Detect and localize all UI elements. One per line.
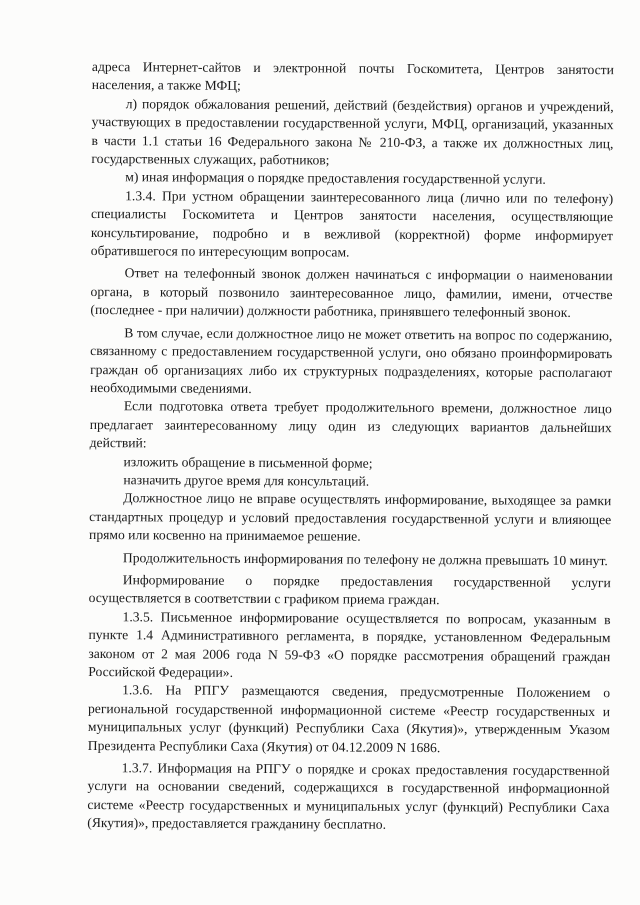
paragraph-item-l: л) порядок обжалования решений, действий (бездействия) органов и учреждений, участвующих в предоставлении государственной услуги, МФЦ, организаций, указанных в части 1.1 статьи 16 Федерального закона № 210-ФЗ, а также их должностных лиц, государственных служащих, работников; <box>91 96 614 168</box>
list-item-other-time: назначить другое время для консультаций. <box>123 472 370 489</box>
paragraph-item-m: м) иная информация о порядке предоставления государственной услуги. <box>125 169 546 188</box>
paragraph-no-right: Должностное лицо не вправе осуществлять информирование, выходящее за рамки стандартных процедур и условий предоставления государственной услуги и влияющее прямо или косвенно на принимаемое решение. <box>89 490 612 544</box>
paragraph-cannot-answer: В том случае, если должностное лицо не может ответить на вопрос по содержанию, связанному с предоставлением государственной услуги, оно обязано проинформировать граждан об организациях либо их структурных подразделениях, которые располагают необходимыми сведениями. <box>89 324 613 396</box>
list-item-written-form: изложить обращение в письменной форме; <box>123 453 373 471</box>
paragraph-1-3-6: 1.3.6. На РПГУ размещаются сведения, предусмотренные Положением о региональной государственной информационной системе «Реестр государственных и муниципальных услуг (функций) Республики Саха (Якутия)», утвержденным Указом Президента Республики Саха (Якутия) от 04.12.2009 N 1686. <box>87 682 611 755</box>
paragraph-phone-answer: Ответ на телефонный звонок должен начинаться с информации о наименовании органа, в который позвонило заинтересованное лицо, фамилии, имени, отчестве (последнее - при наличии) должности работника, принявшего телефонный звонок. <box>90 265 613 321</box>
paragraph-contacts-continuation: адреса Интернет-сайтов и электронной почты Госкомитета, Центров занятости населения, а также МФЦ; <box>91 58 614 94</box>
paragraph-1-3-5: 1.3.5. Письменное информирование осуществляется по вопросам, указанным в пункте 1.4 Административного регламента, в порядке, установленном Федеральным законом от 2 мая 2006 года N 59-ФЗ «О порядке рассмотрения обращений граждан Российской Федерации». <box>88 608 611 680</box>
paragraph-1-3-4: 1.3.4. При устном обращении заинтересованного лица (лично или по телефону) специалисты Госкомитета и Центров занятости населения, осуществляющие консультирование, подробно и в вежливой (корректной) форме информирует обратившегося по интересующим вопросам. <box>90 188 614 260</box>
paragraph-1-3-7: 1.3.7. Информация на РПГУ о порядке и сроках предоставления государственной услуги на основании сведений, содержащихся в государственной информационной системе «Реестр государственных и муниципальных услуг (функций) Республики Саха (Якутия)», предоставляется гражданину бесплатно. <box>87 760 610 833</box>
paragraph-schedule: Информирование о порядке предоставления государственной услуги осуществляется в соответствии с графиком приема граждан. <box>88 572 611 608</box>
paragraph-duration: Продолжительность информирования по телефону не должна превышать 10 минут. <box>122 549 608 568</box>
document-body <box>87 58 614 836</box>
paragraph-long-preparation: Если подготовка ответа требует продолжительного времени, должностное лицо предлагает заинтересованному лицу один из следующих вариантов дальнейших действий: <box>89 398 612 451</box>
